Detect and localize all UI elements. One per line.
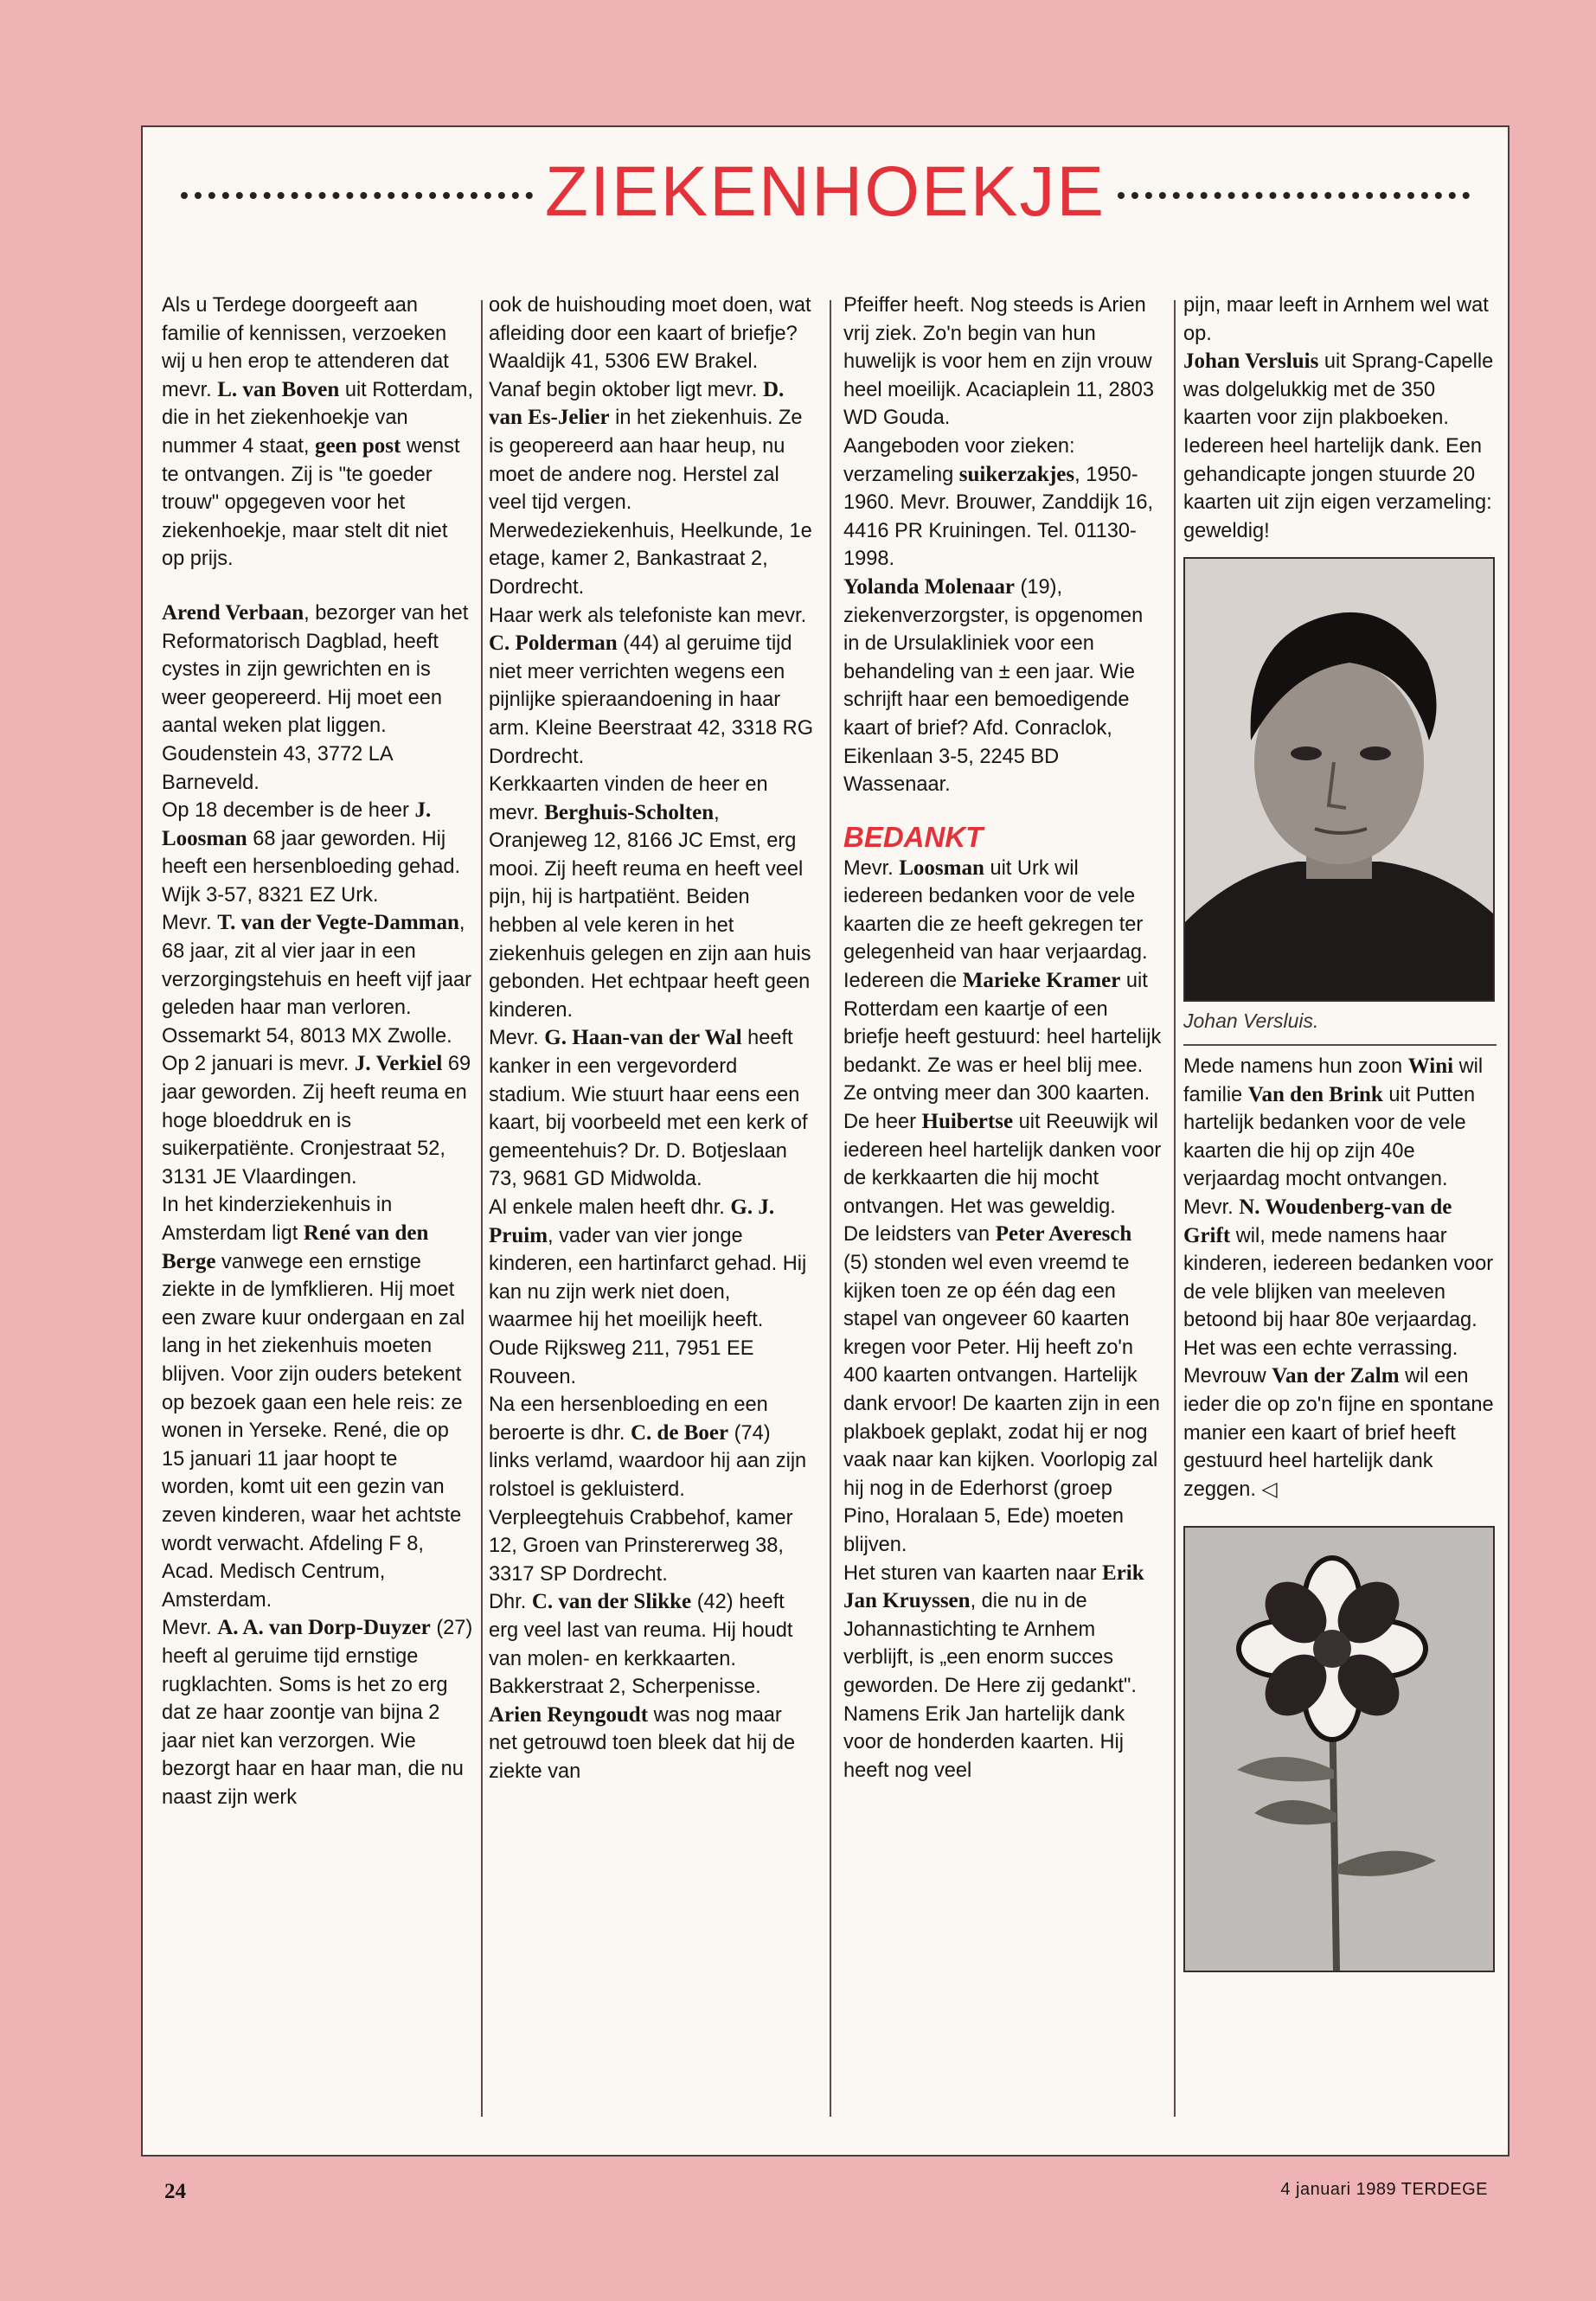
article-panel [141,125,1509,2157]
photo-caption: Johan Versluis. [1183,1007,1497,1046]
column-4 [1183,292,1497,1972]
paragraph: Mevr. A. A. van Dorp-Duyzer (27) heeft al geruime tijd ernstige rugklachten. Soms is het zo erg dat ze haar zoontje van bijna 2 jaar niet kan verzorgen. Wie bezorgt haar en haar man, die nu naast zijn werk [162,1616,473,1809]
flower-photo [1183,1526,1495,1972]
dotted-rule-right [1118,192,1470,199]
article-body [143,292,1508,2155]
paragraph: Op 18 december is de heer J. Loosman 68 jaar geworden. Hij heeft een hersenbloeding gehad. Wijk 3-57, 8321 EZ Urk. [162,798,461,907]
column-1 [162,292,473,1811]
paragraph: Mevr. Loosman uit Urk wil iedereen bedanken voor de vele kaarten die ze heeft gekregen ter gelegenheid van haar verjaardag. [843,856,1148,965]
dotted-rule-left [181,192,533,199]
paragraph: Kerkkaarten vinden de heer en mevr. Berghuis-Scholten, Oranjeweg 12, 8166 JC Emst, erg mooi. Zij heeft reuma en heeft veel pijn, hij is hartpatiënt. Beiden hebben al vele keren in het ziekenhuis gelegen en zijn aan huis gebonden. Het echtpaar heeft geen kinderen. [489,773,811,1022]
paragraph: Aangeboden voor zieken: verzameling suikerzakjes, 1950-1960. Mevr. Brouwer, Zanddijk 16, 4416 PR Kruiningen. Tel. 01130-1998. [843,434,1154,571]
paragraph: pijn, maar leeft in Arnhem wel wat op. [1183,294,1489,345]
paragraph: Dhr. C. van der Slikke (42) heeft erg veel last van reuma. Hij houdt van molen- en kerkkaarten. Bakkerstraat 2, Scherpenisse. [489,1590,793,1699]
page-number: 24 [164,2180,186,2203]
portrait-photo [1183,557,1495,1002]
paragraph: Als u Terdege doorgeeft aan familie of kennissen, verzoeken wij u hen erop te attenderen dat mevr. L. van Boven uit Rotterdam, die in het ziekenhoekje van nummer 4 staat, geen post wenst te ontvangen. Zij is "te goeder trouw" opgegeven voor het ziekenhoekje, maar stelt dit niet op prijs. [162,294,473,571]
paragraph: Vanaf begin oktober ligt mevr. D. van Es-Jelier in het ziekenhuis. Ze is geopereerd aan haar heup, nu moet de andere nog. Herstel zal veel tijd vergen. Merwedeziekenhuis, Heelkunde, 1e etage, kamer 2, Bankastraat 2, Dordrecht. [489,377,812,599]
paragraph: Het sturen van kaarten naar Erik Jan Kruyssen, die nu in de Johannastichting te Arnhem verblijft, is „een enorm succes geworden. De Here zij gedankt". Namens Erik Jan hartelijk dank voor de honderden kaarten. Hij heeft nog veel [843,1561,1144,1782]
column-3 [843,292,1162,1785]
paragraph: De heer Huibertse uit Reeuwijk wil iedereen heel hartelijk danken voor de kerkkaarten die hij mocht ontvangen. Het was geweldig. [843,1110,1162,1218]
paragraph: Op 2 januari is mevr. J. Verkiel 69 jaar geworden. Zij heeft reuma en hoge bloeddruk en is suikerpatiënte. Cronjestraat 52, 3131 JE Vlaardingen. [162,1052,471,1189]
paragraph: Na een hersenbloeding en een beroerte is dhr. C. de Boer (74) links verlamd, waardoor hij aan zijn rolstoel is gekluisterd. Verpleegtehuis Crabbehof, kamer 12, Groen van Prinstererweg 38, 3317 SP Dordrecht. [489,1394,807,1586]
paragraph: Arend Verbaan, bezorger van het Reformatorisch Dagblad, heeft cystes in zijn gewrichten en is weer geopereerd. Hij moet een aantal weken plat liggen. Goudenstein 43, 3772 LA Barneveld. [162,600,469,794]
paragraph: Iedereen die Marieke Kramer uit Rotterdam een kaartje of een briefje heeft gestuurd: heel hartelijk bedankt. Ze was er heel blij mee. Ze ontving meer dan 300 kaarten. [843,969,1162,1106]
paragraph: Mevrouw Van der Zalm wil een ieder die op zo'n fijne en spontane manier een kaart of brief heeft gestuurd heel hartelijk dank zeggen. ◁ [1183,1364,1494,1501]
flower-illustration [1185,1528,1493,1971]
column-2 [489,292,816,1785]
article-title: ZIEKENHOEKJE [544,152,1106,231]
issue-line: 4 januari 1989 TERDEGE [1280,2180,1488,2199]
portrait-illustration [1185,559,1493,1000]
paragraph: Pfeiffer heeft. Nog steeds is Arien vrij ziek. Zo'n begin van hun huwelijk is voor hem en zijn vrouw heel moeilijk. Acaciaplein 11, 2803 WD Gouda. [843,294,1154,430]
paragraph: Arien Reyngoudt was nog maar net getrouwd toen bleek dat hij de ziekte van [489,1702,796,1783]
paragraph: ook de huishouding moet doen, wat afleiding door een kaart of briefje? Waaldijk 41, 5306 EW Brakel. [489,294,811,374]
paragraph: Yolanda Molenaar (19), ziekenverzorgster, is opgenomen in de Ursulakliniek voor een behandeling van ± een jaar. Wie schrijft haar een bemoedigende kaart of brief? Afd. Conraclok, Eikenlaan 3-5, 2245 BD Wassenaar. [843,574,1144,797]
paragraph: Mevr. N. Woudenberg-van de Grift wil, mede namens haar kinderen, iedereen bedanken voor de vele blijken van meeleven betoond bij haar 80e verjaardag. Het was een echte verrassing. [1183,1195,1494,1360]
paragraph: Haar werk als telefoniste kan mevr. C. Polderman (44) al geruime tijd niet meer verrichten wegens een pijnlijke spieraandoening in haar arm. Kleine Beerstraat 42, 3318 RG Dordrecht. [489,604,814,768]
paragraph: Mede namens hun zoon Wini wil familie Van den Brink uit Putten hartelijk bedanken voor de vele kaarten die hij op zijn 40e verjaardag mocht ontvangen. [1183,1054,1484,1191]
section-heading-bedankt: BEDANKT [843,820,984,853]
paragraph: In het kinderziekenhuis in Amsterdam ligt René van den Berge vanwege een ernstige ziekte in de lymfklieren. Hij moet een zware kuur ondergaan en zal lang in het ziekenhuis moeten blijven. Voor zijn ouders betekent op bezoek gaan een hele reis: ze wonen in Yerseke. René, die op 15 januari 11 jaar hoopt te worden, komt uit een gezin van zeven kinderen, waar het achtste wordt verwacht. Afdeling F 8, Acad. Medisch Centrum, Amsterdam. [162,1194,465,1612]
paragraph: Al enkele malen heeft dhr. G. J. Pruim, vader van vier jonge kinderen, een hartinfarct gehad. Hij kan nu zijn werk niet doen, waarmee hij het moeilijk heeft. Oude Rijksweg 211, 7951 EE Rouveen. [489,1195,807,1388]
paragraph: Mevr. T. van der Vegte-Damman, 68 jaar, zit al vier jaar in een verzorgingstehuis en heeft vijf jaar geleden haar man verloren. Ossemarkt 54, 8013 MX Zwolle. [162,911,472,1048]
paragraph: De leidsters van Peter Averesch (5) stonden wel even vreemd te kijken toen ze op één dag een stapel van ongeveer 60 kaarten kregen voor Peter. Hij heeft zo'n 400 kaarten ontvangen. Hartelijk dank ervoor! De kaarten zijn in een plakboek geplakt, zodat hij er nog vaak naar kan kijken. Voorlopig zal hij nog in de Ederhorst (groep Pino, Horalaan 5, Ede) moeten blijven. [843,1222,1160,1556]
paragraph: Mevr. G. Haan-van der Wal heeft kanker in een vergevorderd stadium. Wie stuurt haar eens een kaart, bij voorbeeld met een kerk of gemeentehuis? Dr. D. Botjeslaan 73, 9681 GD Midwolda. [489,1026,808,1191]
paragraph: Johan Versluis uit Sprang-Capelle was dolgelukkig met de 350 kaarten voor zijn plakboeken. Iedereen heel hartelijk dank. Een gehandicapte jongen stuurde 20 kaarten uit zijn eigen verzameling: geweldig! [1183,349,1494,542]
article-header [169,127,1482,257]
